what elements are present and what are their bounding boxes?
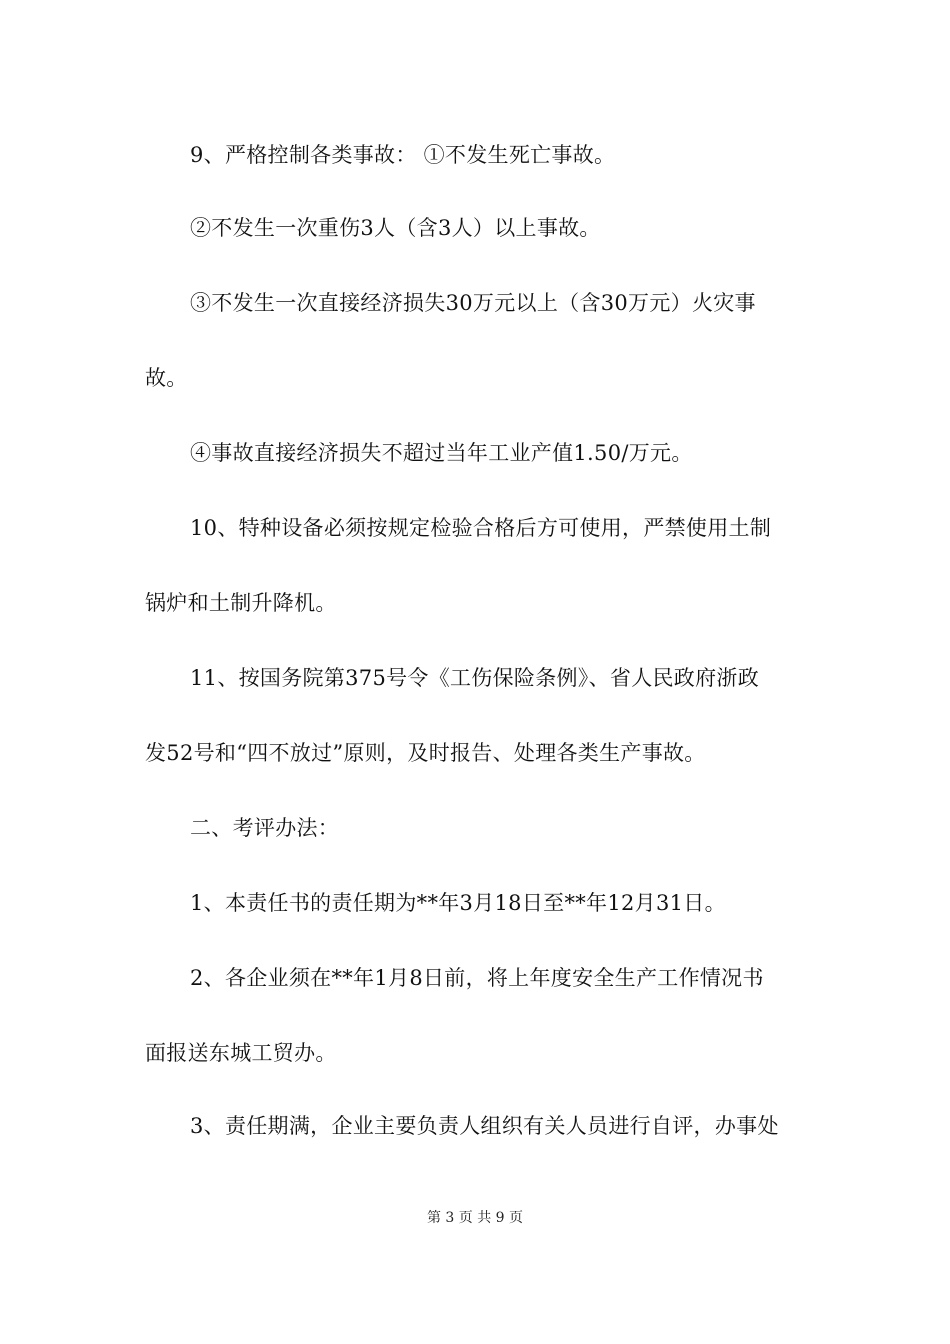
paragraph-line: 故。	[145, 366, 188, 390]
paragraph-line: 2、各企业须在**年1月8日前，将上年度安全生产工作情况书	[190, 966, 764, 990]
paragraph-line: 1、本责任书的责任期为**年3月18日至**年12月31日。	[190, 891, 726, 915]
paragraph-line: 10、特种设备必须按规定检验合格后方可使用，严禁使用土制	[190, 516, 772, 540]
paragraph-line: ②不发生一次重伤3人（含3人）以上事故。	[190, 216, 601, 240]
paragraph-line: ④事故直接经济损失不超过当年工业产值1.50/万元。	[190, 441, 693, 465]
paragraph-line: 11、按国务院第375号令《工伤保险条例》、省人民政府浙政	[190, 666, 760, 690]
page-number-footer: 第 3 页 共 9 页	[426, 1210, 524, 1226]
section-heading: 二、考评办法：	[190, 816, 340, 840]
paragraph-line: 面报送东城工贸办。	[145, 1041, 337, 1065]
paragraph-line: 9、严格控制各类事故： ①不发生死亡事故。	[190, 143, 616, 167]
paragraph-line: 锅炉和土制升降机。	[145, 591, 337, 615]
paragraph-line: 3、责任期满，企业主要负责人组织有关人员进行自评，办事处	[190, 1114, 779, 1138]
paragraph-line: 发52号和“四不放过”原则，及时报告、处理各类生产事故。	[145, 741, 706, 765]
paragraph-line: ③不发生一次直接经济损失30万元以上（含30万元）火灾事	[190, 291, 756, 315]
